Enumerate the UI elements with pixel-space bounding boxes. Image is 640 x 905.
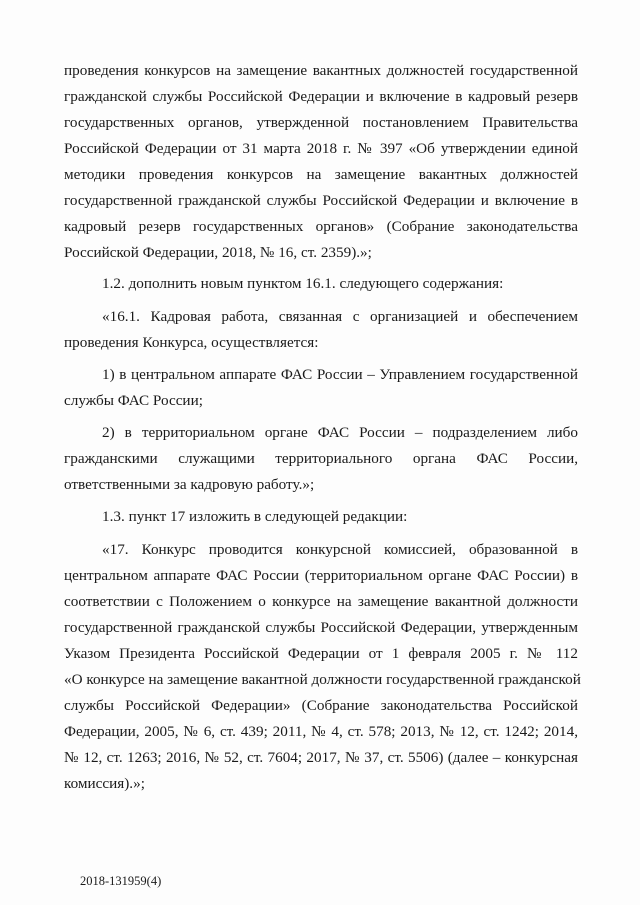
text-line: «17. Конкурс проводится конкурсной комиссией, образованной в xyxy=(102,541,578,558)
text-line: Российской Федерации от 31 марта 2018 г. № 397 «Об утверждении единой xyxy=(64,140,578,157)
text-line: проведения Конкурса, осуществляется: xyxy=(64,334,319,351)
text-line: «О конкурсе на замещение вакантной должности государственной гражданской xyxy=(64,671,581,688)
text-line: гражданской службы Российской Федерации и включение в кадровый резерв xyxy=(64,88,578,105)
text-line: 1.2. дополнить новым пунктом 16.1. следующего содержания: xyxy=(102,275,504,292)
text-line: службы ФАС России; xyxy=(64,392,203,409)
text-line: Федерации, 2005, № 6, ст. 439; 2011, № 4, ст. 578; 2013, № 12, ст. 1242; 2014, xyxy=(64,723,578,740)
text-line: комиссия).»; xyxy=(64,775,145,792)
text-line: 1.3. пункт 17 изложить в следующей редакции: xyxy=(102,508,408,525)
text-line: государственных органов, утвержденной постановлением Правительства xyxy=(64,114,578,131)
text-line: Указом Президента Российской Федерации от 1 февраля 2005 г. № 112 xyxy=(64,645,578,662)
text-line: 1) в центральном аппарате ФАС России – Управлением государственной xyxy=(102,366,578,383)
text-line: центральном аппарате ФАС России (территориальном органе ФАС России) в xyxy=(64,567,578,584)
text-line: соответствии с Положением о конкурсе на замещение вакантной должности xyxy=(64,593,578,610)
text-line: службы Российской Федерации» (Собрание законодательства Российской xyxy=(64,697,578,714)
text-line: государственной гражданской службы Российской Федерации, утвержденным xyxy=(64,619,578,636)
text-line: методики проведения конкурсов на замещение вакантных должностей xyxy=(64,166,578,183)
text-line: ответственными за кадровую работу.»; xyxy=(64,476,315,493)
text-line: государственной гражданской службы Российской Федерации и включение в xyxy=(64,192,578,209)
document-code-footer: 2018-131959(4) xyxy=(80,874,162,888)
text-line: проведения конкурсов на замещение вакантных должностей государственной xyxy=(64,62,578,79)
text-line: гражданскими служащими территориального органа ФАС России, xyxy=(64,450,578,467)
text-line: Российской Федерации, 2018, № 16, ст. 2359).»; xyxy=(64,244,372,261)
text-line: кадровый резерв государственных органов» (Собрание законодательства xyxy=(64,218,578,235)
text-line: 2) в территориальном органе ФАС России – подразделением либо xyxy=(102,424,578,441)
text-line: № 12, ст. 1263; 2016, № 52, ст. 7604; 2017, № 37, ст. 5506) (далее – конкурсная xyxy=(64,749,578,766)
text-line: «16.1. Кадровая работа, связанная с организацией и обеспечением xyxy=(102,308,578,325)
